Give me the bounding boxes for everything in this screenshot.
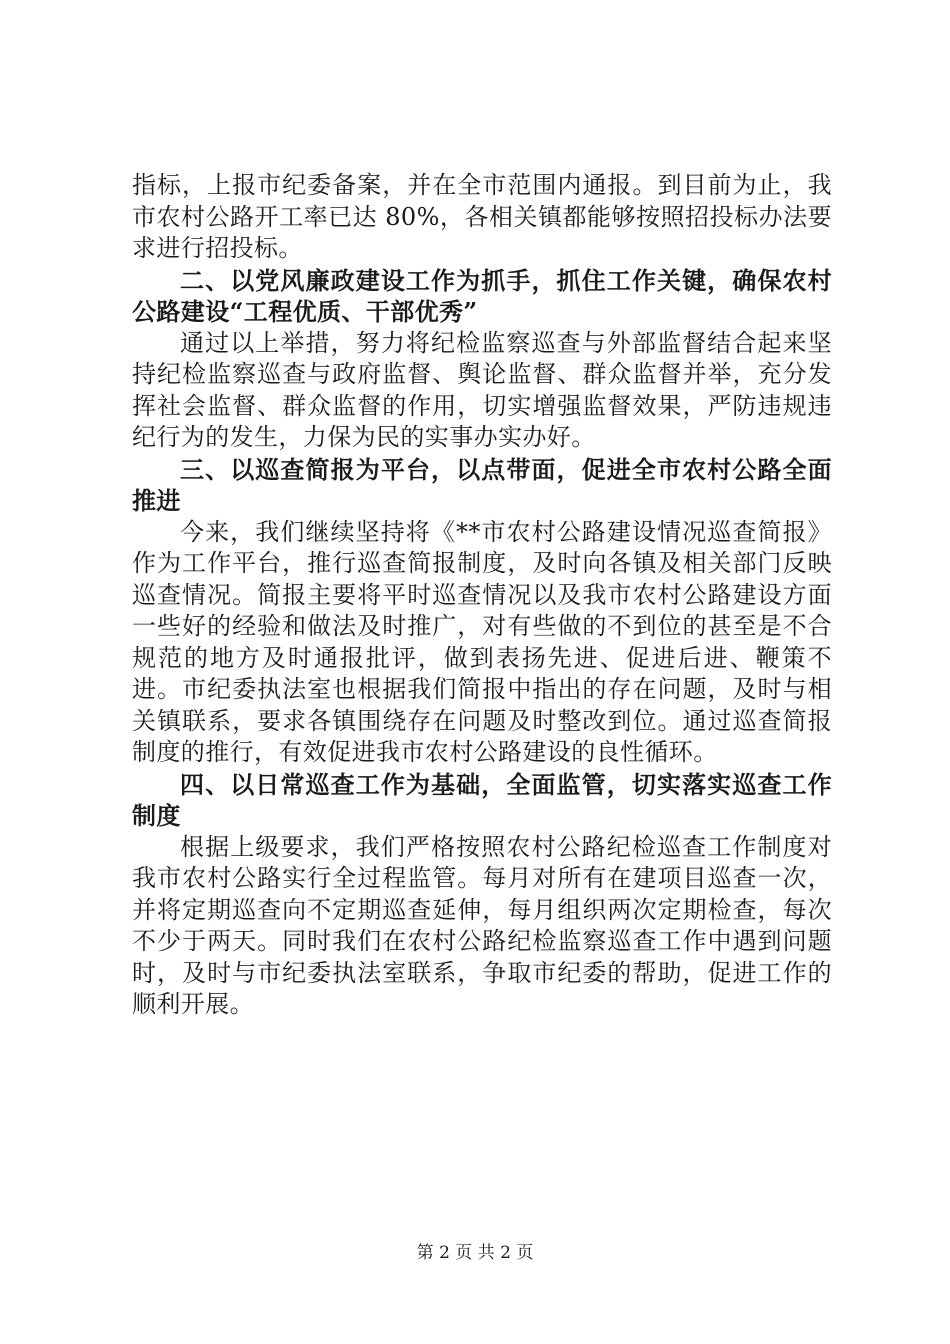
section-heading-3: 三、以巡查简报为平台，以点带面，促进全市农村公路全面推进 [132,454,832,515]
document-body [132,170,832,1021]
page-footer: 第 2 页 共 2 页 [416,1243,534,1263]
section-heading-4: 四、以日常巡查工作为基础，全面监管，切实落实巡查工作制度 [132,769,832,830]
paragraph-continued: 指标，上报市纪委备案，并在全市范围内通报。到目前为止，我市农村公路开工率已达 80%，各相关镇都能够按照招投标办法要求进行招投标。 [132,171,832,262]
paragraph-section-4: 根据上级要求，我们严格按照农村公路纪检巡查工作制度对我市农村公路实行全过程监管。每月对所有在建项目巡查一次，并将定期巡查向不定期巡查延伸，每月组织两次定期检查，每次不少于两天。同时我们在农村公路纪检监察巡查工作中遇到问题时，及时与市纪委执法室联系，争取市纪委的帮助，促进工作的顺利开展。 [132,832,832,1018]
section-heading-2: 二、以党风廉政建设工作为抓手，抓住工作关键，确保农村公路建设“工程优质、干部优秀” [132,265,832,326]
paragraph-section-2: 通过以上举措，努力将纪检监察巡查与外部监督结合起来坚持纪检监察巡查与政府监督、舆论监督、群众监督并举，充分发挥社会监督、群众监督的作用，切实增强监督效果，严防违规违纪行为的发生，力保为民的实事办实办好。 [132,328,832,451]
paragraph-section-3: 今来，我们继续坚持将《**市农村公路建设情况巡查简报》作为工作平台，推行巡查简报制度，及时向各镇及相关部门反映巡查情况。简报主要将平时巡查情况以及我市农村公路建设方面一些好的经验和做法及时推广，对有些做的不到位的甚至是不合规范的地方及时通报批评，做到表扬先进、促进后进、鞭策不进。市纪委执法室也根据我们简报中指出的存在问题，及时与相关镇联系，要求各镇围绕存在问题及时整改到位。通过巡查简报制度的推行，有效促进我市农村公路建设的良性循环。 [132,517,832,766]
